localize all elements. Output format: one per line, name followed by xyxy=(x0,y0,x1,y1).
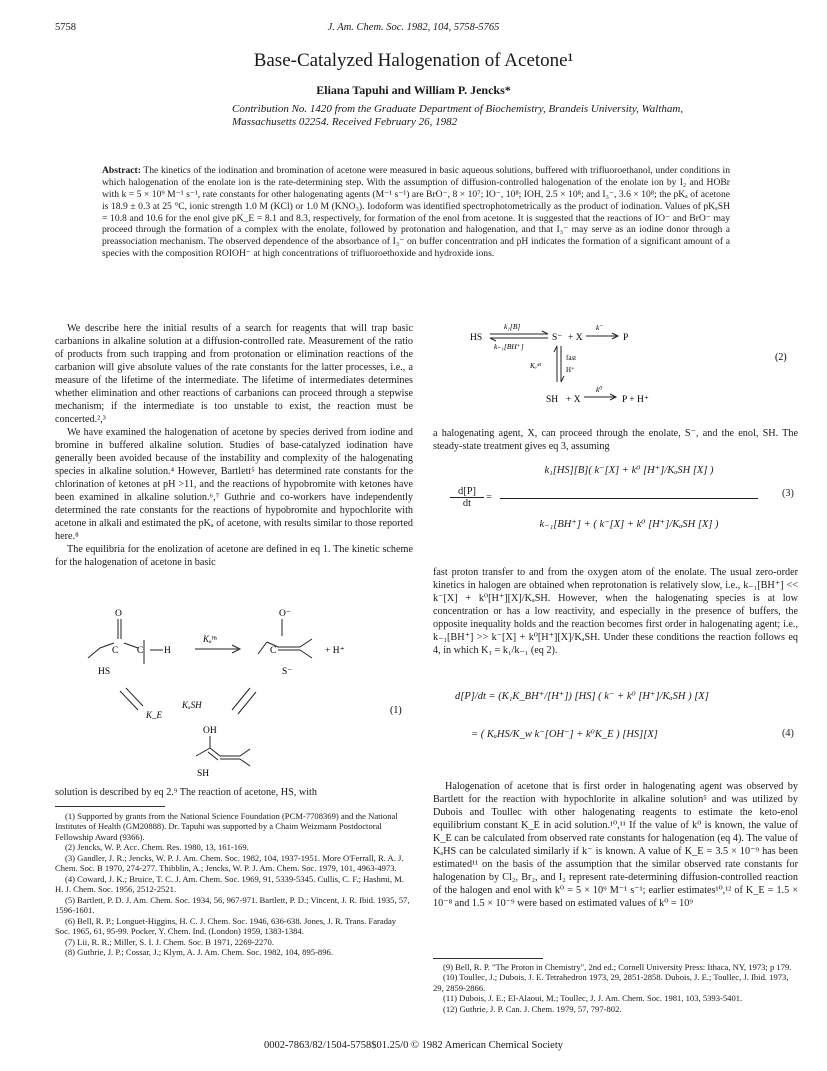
intro-paragraph-2: We have examined the halogenation of acetone by species derived from iodine and bromine in buffered alkaline solution. Studies of base-catalyzed iodination have generally been avoided because of the instability and complexity of the halogenating species in alkaline solution.⁴ However, Bartlett⁵ has determined rate constants for the chlorination of ketones at pH >11, and the reactions of hypobromite with ketones have been examined in alkaline solution.⁶,⁷ Guthrie and co-workers have independently determined the rate constants for the reactions of hypobromite and hypochlorite with acetone in alkali and estimated the pKₐ of acetone, with results similar to those reported here.⁸ xyxy=(55,427,413,542)
eq2-number: (2) xyxy=(775,352,787,363)
right-after-eq3: fast proton transfer to and from the oxygen atom of the enolate. The usual zero-order kinetics in halogen are obtained when reprotonation is relatively slow, i.e., k₋₁[BH⁺] << k⁻[X] + k⁰[H⁺][X]/KₐSH. However, when the halogenating species is at low concentration or has a low reactivity, and especially in the presence of buffers, the opposite inequality holds and the reaction becomes first order in halogenating agent; i.e., k₋₁[BH⁺] >> k⁻[X] + k⁰[H⁺][X]/KₐSH. Under these conditions the reaction follows eq 4, in which K₁ = k₁/k₋₁ (eq 2). xyxy=(433,567,798,656)
scheme2-x2: + X xyxy=(566,395,581,405)
scheme2-x1: + X xyxy=(568,333,583,343)
eq3-numerator: k₁[HS][B]( k⁻[X] + k⁰ [H⁺]/KₐSH [X] ) xyxy=(544,465,714,476)
scheme2-p2: P + H⁺ xyxy=(622,395,649,405)
scheme2-hs: HS xyxy=(470,333,483,343)
scheme2-ka: Kₐˢᴴ xyxy=(530,362,541,370)
svg-text:C: C xyxy=(270,646,277,656)
intro-paragraph-3: The equilibria for the enolization of acetone are defined in eq 1. The kinetic scheme for the halogenation of acetone in basic xyxy=(55,544,413,568)
left-column-after-scheme xyxy=(55,786,413,799)
eq3-number: (3) xyxy=(782,488,794,499)
scheme2-hplus: H⁺ xyxy=(566,366,575,374)
svg-text:O⁻: O⁻ xyxy=(279,609,291,619)
after-scheme-text: solution is described by eq 2.⁹ The reaction of acetone, HS, with xyxy=(55,787,317,798)
scheme-2-kinetics xyxy=(470,318,800,418)
intro-paragraph-1: We describe here the initial results of a search for reagents that will trap basic carbanions in alkaline solution at a diffusion-controlled rate. Measurement of the ratio of products from such trapping and from protonation or elimination reactions of the carbanion will give absolute values of the rate constants for the latter processes, i.e., a measure of the lifetime of the intermediate. The lifetime of intermediates determines whether elimination and other reactions of carbanions can proceed through a stepwise mechanism; if the intermediate is too unstable to exist, the reaction must be concerted.²,³ xyxy=(55,323,413,425)
footnote-10: (10) Toullec, J.; Dubois, J. E. Tetrahedron 1973, 29, 2851-2858. Dubois, J. E.; Toullec, J. Ibid. 1973, 29, 2859-2866. xyxy=(433,972,789,993)
right-column-lower xyxy=(433,780,798,910)
scheme2-fast: fast xyxy=(566,354,577,362)
eq4-line-2: = ( KₐHS/K_w k⁻[OH⁻] + k⁰K_E ) [HS][X] xyxy=(471,729,658,740)
equation-4 xyxy=(455,682,775,762)
abstract-label: Abstract: xyxy=(102,165,141,176)
eq4-number: (4) xyxy=(782,728,794,739)
scheme1-ke-label: K_E xyxy=(146,710,163,720)
journal-citation: J. Am. Chem. Soc. 1982, 104, 5758-5765 xyxy=(327,22,500,33)
left-column-text xyxy=(55,322,413,569)
scheme-1-enolization xyxy=(60,606,415,781)
page-footer: 0002-7863/82/1504-5758$01.25/0 © 1982 American Chemical Society xyxy=(263,1040,564,1051)
scheme2-km: k⁻ xyxy=(596,323,604,332)
footnote-5: (5) Bartlett, P. D. J. Am. Chem. Soc. 1934, 56, 967-971. Bartlett, P. D.; Vincent, J. R. Ibid. 1935, 57, 1596-1601. xyxy=(55,894,410,916)
contribution-note: Contribution No. 1420 from the Graduate Department of Biochemistry, Brandeis University, Waltham, Massachusetts 02254. Received February 26, 1982 xyxy=(232,103,684,129)
footnote-4: (4) Coward, J. K.; Bruice, T. C. J. Am. Chem. Soc. 1969, 91, 5339-5345. Cullis, C. F.; Hashmi, M. H. J. Chem. Soc. 1956, 2512-2521. xyxy=(55,873,404,895)
scheme1-hs-label: HS xyxy=(98,667,111,677)
scheme1-k-hs-label: Kₐᴴˢ xyxy=(203,634,217,644)
footnote-1: (1) Supported by grants from the National Science Foundation (PCM-7708369) and the National Institutes of Health (GM20888). Dr. Tapuhi was supported by a Chaim Weizmann Postdoctoral Fellowship Award (9366). xyxy=(55,811,398,842)
equation-3: $\frac{d[P]}{dt}$ = k₁[HS][B]( k⁻[X] + k⁰ [H⁺]/KₐSH [X] ) k₋₁[BH⁺] + ( k⁻[X] + k⁰ [H⁺]/KₐSH [X] ) xyxy=(450,460,760,560)
abstract xyxy=(102,165,730,260)
right-column-intro xyxy=(433,427,798,453)
eq3-lhs-num: d[P] xyxy=(457,486,477,497)
footnote-11: (11) Dubois, J. E.; El-Alaoui, M.; Toullec, J. J. Am. Chem. Soc. 1981, 103, 5393-5401. xyxy=(443,993,743,1004)
footnotes-left xyxy=(55,811,413,958)
page-number: 5758 xyxy=(55,22,76,33)
footnote-6: (6) Bell, R. P.; Longuet-Higgins, H. C. J. Chem. Soc. 1946, 636-638. Jones, J. R. Trans. Faraday Soc. 1965, 61, 95-99. Pocker, Y. Chem. Ind. (London) 1959, 1383-1384. xyxy=(55,915,397,937)
scheme2-km1: k₋₁[BH⁺] xyxy=(494,342,524,351)
eq3-denominator: k₋₁[BH⁺] + ( k⁻[X] + k⁰ [H⁺]/KₐSH [X] ) xyxy=(539,519,719,530)
right-column-mid xyxy=(433,566,798,657)
scheme1-sh-label: SH xyxy=(197,769,210,779)
scheme2-s: S⁻ xyxy=(552,333,563,343)
article-title: Base-Catalyzed Halogenation of Acetone¹ xyxy=(253,50,574,71)
eq1-number: (1) xyxy=(390,705,402,716)
footnote-12: (12) Guthrie, J. P. Can. J. Chem. 1979, 57, 797-802. xyxy=(443,1003,622,1014)
eq3-lhs-den: dt xyxy=(450,497,484,509)
abstract-text: The kinetics of the iodination and bromination of acetone were measured in basic aqueous solutions, buffered with trifluoroethanol, under conditions in which halogenation of the enolate ion is the rate-determining step. With the assumption of diffusion-controlled halogenation of the enolate ion by I₂ and HOBr with k = 5 × 10⁹ M⁻¹ s⁻¹, rate constants for other halogenating agents (M⁻¹ s⁻¹) are BrO⁻, 8 × 10⁷; IO⁻, 10⁸; IOH, 2.5 × 10⁸; and I₃⁻, 3.6 × 10⁸; the pKₐ of acetone is 18.9 ± 0.3 at 25 °C, ionic strength 1.0 M (KCl) or 1.0 M (KNO₃). Iodoform was identified spectrophotometrically as the product of iodination. Values of pKₐSH = 10.8 and 10.6 for the enol give pK_E = 8.1 and 8.3, respectively, for formation of the enol from acetone. It is suggested that the reactions of IO⁻ and BrO⁻ may proceed through the formation of a complex with the enolate, followed by protonation and halogenation, and that I₃⁻ may serve as an iodine donor through a preassociation mechanism. The observed dependence of the absorbance of I₃⁻ on buffer concentration and pH indicates the formation of a significant amount of a species with the composition ROIOH⁻ at high concentrations of trifluoroethoxide and hydroxide ions. xyxy=(102,165,730,260)
scheme1-ksh-label: KₐSH xyxy=(182,700,202,710)
footnote-rule-right xyxy=(433,958,543,959)
eq3-fraction-bar xyxy=(500,498,758,499)
scheme1-oh: OH xyxy=(203,726,217,736)
svg-text:H: H xyxy=(164,646,171,656)
svg-text:C: C xyxy=(112,646,119,656)
authors: Eliana Tapuhi and William P. Jencks* xyxy=(316,83,511,97)
scheme2-k1b: k₁[B] xyxy=(504,322,521,331)
scheme1-plus-h: + H⁺ xyxy=(325,646,345,656)
footnote-2: (2) Jencks, W. P. Acc. Chem. Res. 1980, 13, 161-169. xyxy=(65,842,249,853)
right-intro-text: a halogenating agent, X, can proceed through the enolate, S⁻, and the enol, SH. The steady-state treatment gives eq 3, assuming xyxy=(433,428,798,452)
scheme1-o-acetone: O xyxy=(115,609,122,619)
footnote-3: (3) Gandler, J. R.; Jencks, W. P. J. Am. Chem. Soc. 1982, 104, 1937-1951. More O'Ferrall, R. A. J. Chem. Soc. B 1970, 274-277. Thibblin, A.; Jencks, W. P. J. Am. Chem. Soc. 1979, 101, 4963-4973. xyxy=(55,852,404,874)
scheme2-sh: SH xyxy=(546,395,559,405)
right-after-eq4: Halogenation of acetone that is first order in halogenating agent was observed by Bartlett for the reaction with hypochlorite in alkaline solution⁵ and was utilized by Dubois and Toullec with other halogenating reagents to estimate the keto-enol equilibrium constant K_E in acid solution.¹⁰,¹¹ If the value of k⁰ is known, the value of K_E can be calculated from observed rate constants for halogenation (eq 4). The value of KₐHS can be calculated similarly if k⁻ is known. A value of K_E = 3.5 × 10⁻⁹ has been estimated¹¹ on the basis of the assumption that the similar observed rate constants for halogenation by Cl₂, Br₂, and I₂ represent rate-determining diffusion-controlled reaction of the halogen and enol with k⁰ = 5 × 10⁹ M⁻¹ s⁻¹; earlier estimates¹⁰,¹² of K_E = 1.5 × 10⁻⁸ and 1.5 × 10⁻⁹ were based on estimated values of k⁰ = 10⁹ xyxy=(433,781,798,909)
eq4-line-1: d[P]/dt = (K₁K_BH⁺/[H⁺]) [HS] ( k⁻ + k⁰ [H⁺]/KₐSH ) [X] xyxy=(455,691,709,702)
footnote-7: (7) Lii, R. R.; Miller, S. I. J. Chem. Soc. B 1971, 2269-2270. xyxy=(65,936,275,947)
footnote-8: (8) Guthrie, J. P.; Cossar, J.; Klym, A. J. Am. Chem. Soc. 1982, 104, 895-896. xyxy=(65,947,333,958)
scheme2-p1: P xyxy=(623,333,629,343)
footnote-9: (9) Bell, R. P. "The Proton in Chemistry", 2nd ed.; Cornell University Press: Ithaca, NY, 1973; p 179. xyxy=(443,962,792,972)
scheme2-k0: k⁰ xyxy=(596,385,603,394)
footnotes-right xyxy=(433,962,798,1014)
footnote-rule-left xyxy=(55,806,165,807)
svg-text:C: C xyxy=(137,646,144,656)
scheme1-s-label: S⁻ xyxy=(282,667,293,677)
